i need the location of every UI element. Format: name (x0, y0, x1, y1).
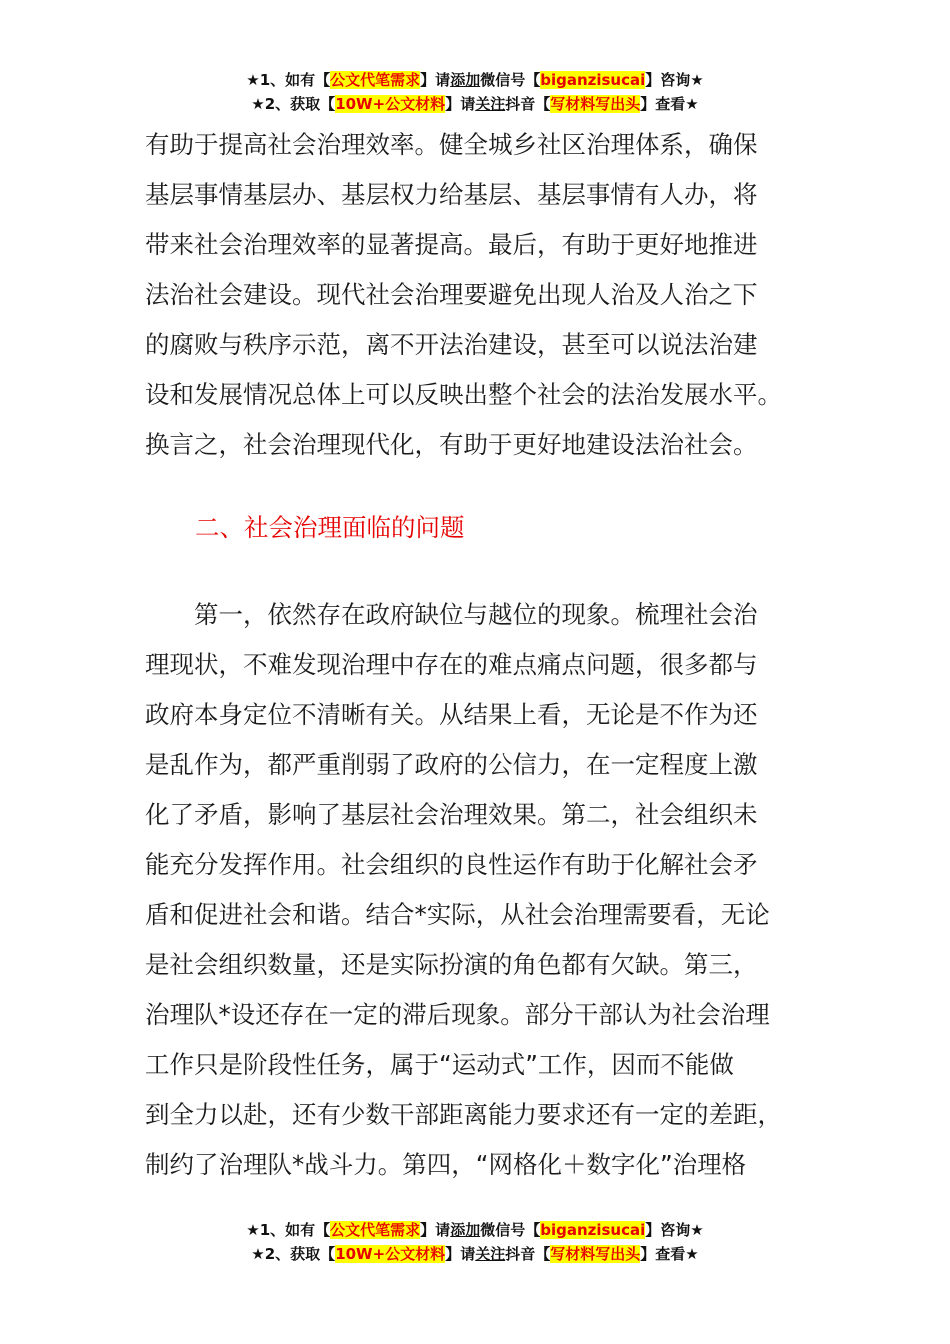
text-line: 换言之，社会治理现代化，有助于更好地建设法治社会。 (145, 430, 758, 459)
text-line: 的腐败与秩序示范，离不开法治建设，甚至可以说法治建 (145, 330, 758, 359)
header-banner (0, 68, 950, 116)
banner-text: 】请 (445, 1245, 476, 1263)
banner-line-2 (0, 92, 950, 116)
banner-text: 】查看★ (640, 1245, 699, 1263)
section-heading: 二、社会治理面临的问题 (195, 513, 465, 542)
banner-text: 】请 (420, 1221, 451, 1239)
banner-text: 】请 (445, 95, 476, 113)
banner-text: 】请 (420, 71, 451, 89)
text-line: 到全力以赴，还有少数干部距离能力要求还有一定的差距， (145, 1100, 782, 1129)
banner-wechat-id: biganzisucai (540, 71, 646, 89)
banner-douyin-id: 写材料写出头 (550, 1245, 641, 1263)
text-line: 第一，依然存在政府缺位与越位的现象。梳理社会治 (145, 600, 758, 629)
footer-banner (0, 1218, 950, 1266)
banner-highlight: 公文代笔需求 (330, 71, 421, 89)
text-line: 制约了治理队*战斗力。第四，“网格化＋数字化”治理格 (145, 1150, 747, 1179)
banner-text: 微信号【 (480, 71, 541, 89)
banner-text: ★2、获取【 (251, 1245, 336, 1263)
banner-text: 关注 (475, 1245, 506, 1263)
banner-douyin-id: 写材料写出头 (550, 95, 641, 113)
banner-highlight: 10W+公文材料 (335, 95, 446, 113)
banner-line-1 (0, 1218, 950, 1242)
banner-text: 关注 (475, 95, 506, 113)
text-line: 是乱作为，都严重削弱了政府的公信力，在一定程度上激 (145, 750, 758, 779)
banner-highlight: 10W+公文材料 (335, 1245, 446, 1263)
banner-text: 添加 (450, 71, 481, 89)
text-line: 带来社会治理效率的显著提高。最后，有助于更好地推进 (145, 230, 758, 259)
paragraph-2 (145, 590, 815, 1190)
text-line: 能充分发挥作用。社会组织的良性运作有助于化解社会矛 (145, 850, 758, 879)
text-line: 是社会组织数量，还是实际扮演的角色都有欠缺。第三， (145, 950, 758, 979)
banner-line-2 (0, 1242, 950, 1266)
banner-text: 抖音【 (505, 1245, 551, 1263)
text-line: 基层事情基层办、基层权力给基层、基层事情有人办，将 (145, 180, 758, 209)
banner-text: ★1、如有【 (246, 1221, 331, 1239)
banner-text: 】咨询★ (645, 71, 704, 89)
banner-text: ★2、获取【 (251, 95, 336, 113)
banner-line-1 (0, 68, 950, 92)
text-line: 化了矛盾，影响了基层社会治理效果。第二，社会组织未 (145, 800, 758, 829)
text-line: 法治社会建设。现代社会治理要避免出现人治及人治之下 (145, 280, 758, 309)
banner-text: 抖音【 (505, 95, 551, 113)
banner-text: 】咨询★ (645, 1221, 704, 1239)
text-line: 盾和促进社会和谐。结合*实际，从社会治理需要看，无论 (145, 900, 770, 929)
banner-text: ★1、如有【 (246, 71, 331, 89)
banner-text: 添加 (450, 1221, 481, 1239)
text-line: 政府本身定位不清晰有关。从结果上看，无论是不作为还 (145, 700, 758, 729)
text-line: 工作只是阶段性任务，属于“运动式”工作，因而不能做 (145, 1050, 734, 1079)
banner-text: 】查看★ (640, 95, 699, 113)
banner-wechat-id: biganzisucai (540, 1221, 646, 1239)
banner-highlight: 公文代笔需求 (330, 1221, 421, 1239)
text-line: 有助于提高社会治理效率。健全城乡社区治理体系，确保 (145, 130, 758, 159)
text-line: 理现状，不难发现治理中存在的难点痛点问题，很多都与 (145, 650, 758, 679)
text-line: 治理队*设还存在一定的滞后现象。部分干部认为社会治理 (145, 1000, 770, 1029)
paragraph-1 (145, 120, 815, 470)
text-line: 设和发展情况总体上可以反映出整个社会的法治发展水平。 (145, 380, 782, 409)
banner-text: 微信号【 (480, 1221, 541, 1239)
